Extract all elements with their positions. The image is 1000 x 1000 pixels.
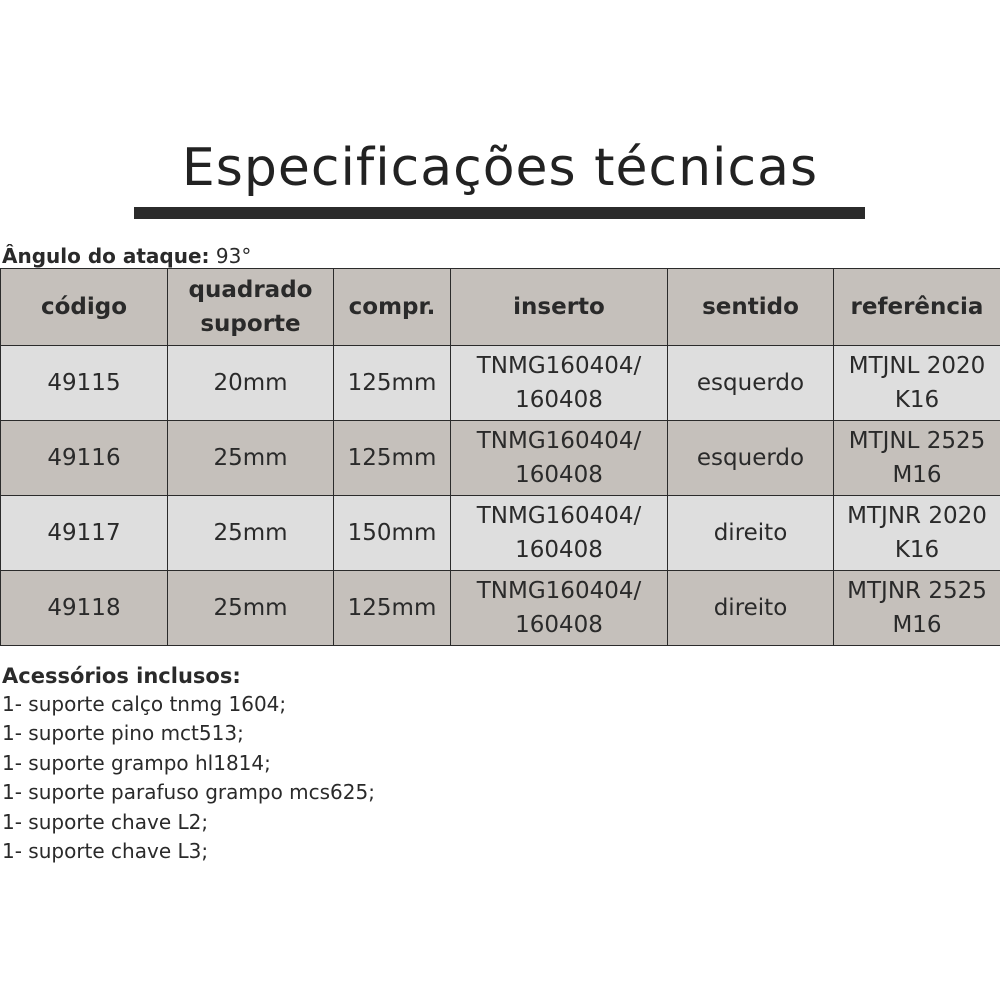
cell-line: MTJNR 2020 — [847, 503, 987, 529]
cell-inserto — [451, 571, 668, 646]
cell-referencia — [834, 571, 1000, 646]
cell-sentido — [668, 496, 834, 571]
cell-compr — [334, 346, 451, 421]
accessory-item: 1- suporte parafuso grampo mcs625; — [2, 780, 375, 805]
accessories-title: Acessórios inclusos: — [2, 664, 241, 688]
page-title: Especificações técnicas — [181, 138, 819, 198]
header-compr: compr. — [334, 269, 451, 346]
cell-line: TNMG160404/ — [476, 578, 642, 604]
table-row — [1, 421, 1000, 496]
cell-line: 150mm — [347, 520, 437, 546]
header-referencia: referência — [834, 269, 1000, 346]
cell-line: 160408 — [515, 537, 603, 563]
attack-angle-value: 93° — [215, 244, 252, 268]
accessory-item: 1- suporte chave L3; — [2, 839, 209, 864]
cell-referencia — [834, 421, 1000, 496]
table-row — [1, 571, 1000, 646]
header-quadrado-suporte: quadrado suporte — [168, 269, 334, 346]
header-inserto: inserto — [451, 269, 668, 346]
cell-sentido — [668, 346, 834, 421]
cell-line: TNMG160404/ — [476, 353, 642, 379]
cell-line: direito — [713, 595, 788, 621]
cell-line: MTJNR 2525 — [847, 578, 987, 604]
attack-angle-label: Ângulo do ataque: — [2, 244, 210, 268]
spec-table — [0, 268, 1000, 646]
cell-quadrado-suporte — [168, 346, 334, 421]
accessory-item: 1- suporte calço tnmg 1604; — [2, 692, 287, 716]
table-header-row — [1, 269, 1000, 346]
cell-compr — [334, 421, 451, 496]
cell-line: 125mm — [347, 595, 437, 621]
accessory-item: 1- suporte chave L2; — [2, 809, 209, 834]
cell-line: 25mm — [213, 520, 288, 546]
cell-line: direito — [713, 520, 788, 546]
accessories-list — [2, 690, 375, 866]
cell-inserto — [451, 346, 668, 421]
cell-line: M16 — [892, 612, 942, 638]
header-codigo: código — [1, 269, 168, 346]
cell-line: MTJNL 2525 — [848, 428, 986, 454]
cell-line: 20mm — [213, 370, 288, 396]
cell-line: M16 — [892, 462, 942, 488]
accessory-item: 1- suporte pino mct513; — [2, 721, 244, 746]
cell-compr — [334, 496, 451, 571]
cell-line: 125mm — [347, 370, 437, 396]
cell-quadrado-suporte — [168, 571, 334, 646]
cell-line: 49116 — [47, 445, 121, 471]
cell-line: 49117 — [47, 520, 121, 546]
table-row — [1, 346, 1000, 421]
cell-referencia — [834, 496, 1000, 571]
cell-inserto — [451, 421, 668, 496]
cell-line: 160408 — [515, 612, 603, 638]
cell-sentido — [668, 421, 834, 496]
cell-codigo — [1, 421, 168, 496]
title-underline — [134, 207, 865, 219]
cell-line: TNMG160404/ — [476, 428, 642, 454]
cell-line: 160408 — [515, 462, 603, 488]
cell-quadrado-suporte — [168, 421, 334, 496]
cell-codigo — [1, 496, 168, 571]
cell-inserto — [451, 496, 668, 571]
cell-line: K16 — [894, 537, 940, 563]
cell-line: 25mm — [213, 445, 288, 471]
cell-codigo — [1, 571, 168, 646]
cell-line: K16 — [894, 387, 940, 413]
cell-referencia — [834, 346, 1000, 421]
cell-line: 49118 — [47, 595, 121, 621]
cell-line: esquerdo — [696, 370, 805, 396]
table-row — [1, 496, 1000, 571]
cell-line: 160408 — [515, 387, 603, 413]
cell-line: MTJNL 2020 — [848, 353, 986, 379]
cell-line: 25mm — [213, 595, 288, 621]
cell-compr — [334, 571, 451, 646]
header-sentido: sentido — [668, 269, 834, 346]
cell-line: 49115 — [47, 370, 121, 396]
cell-quadrado-suporte — [168, 496, 334, 571]
attack-angle — [2, 244, 251, 268]
accessory-item: 1- suporte grampo hl1814; — [2, 750, 271, 775]
cell-codigo — [1, 346, 168, 421]
cell-line: TNMG160404/ — [476, 503, 642, 529]
cell-sentido — [668, 571, 834, 646]
cell-line: esquerdo — [696, 445, 805, 471]
cell-line: 125mm — [347, 445, 437, 471]
